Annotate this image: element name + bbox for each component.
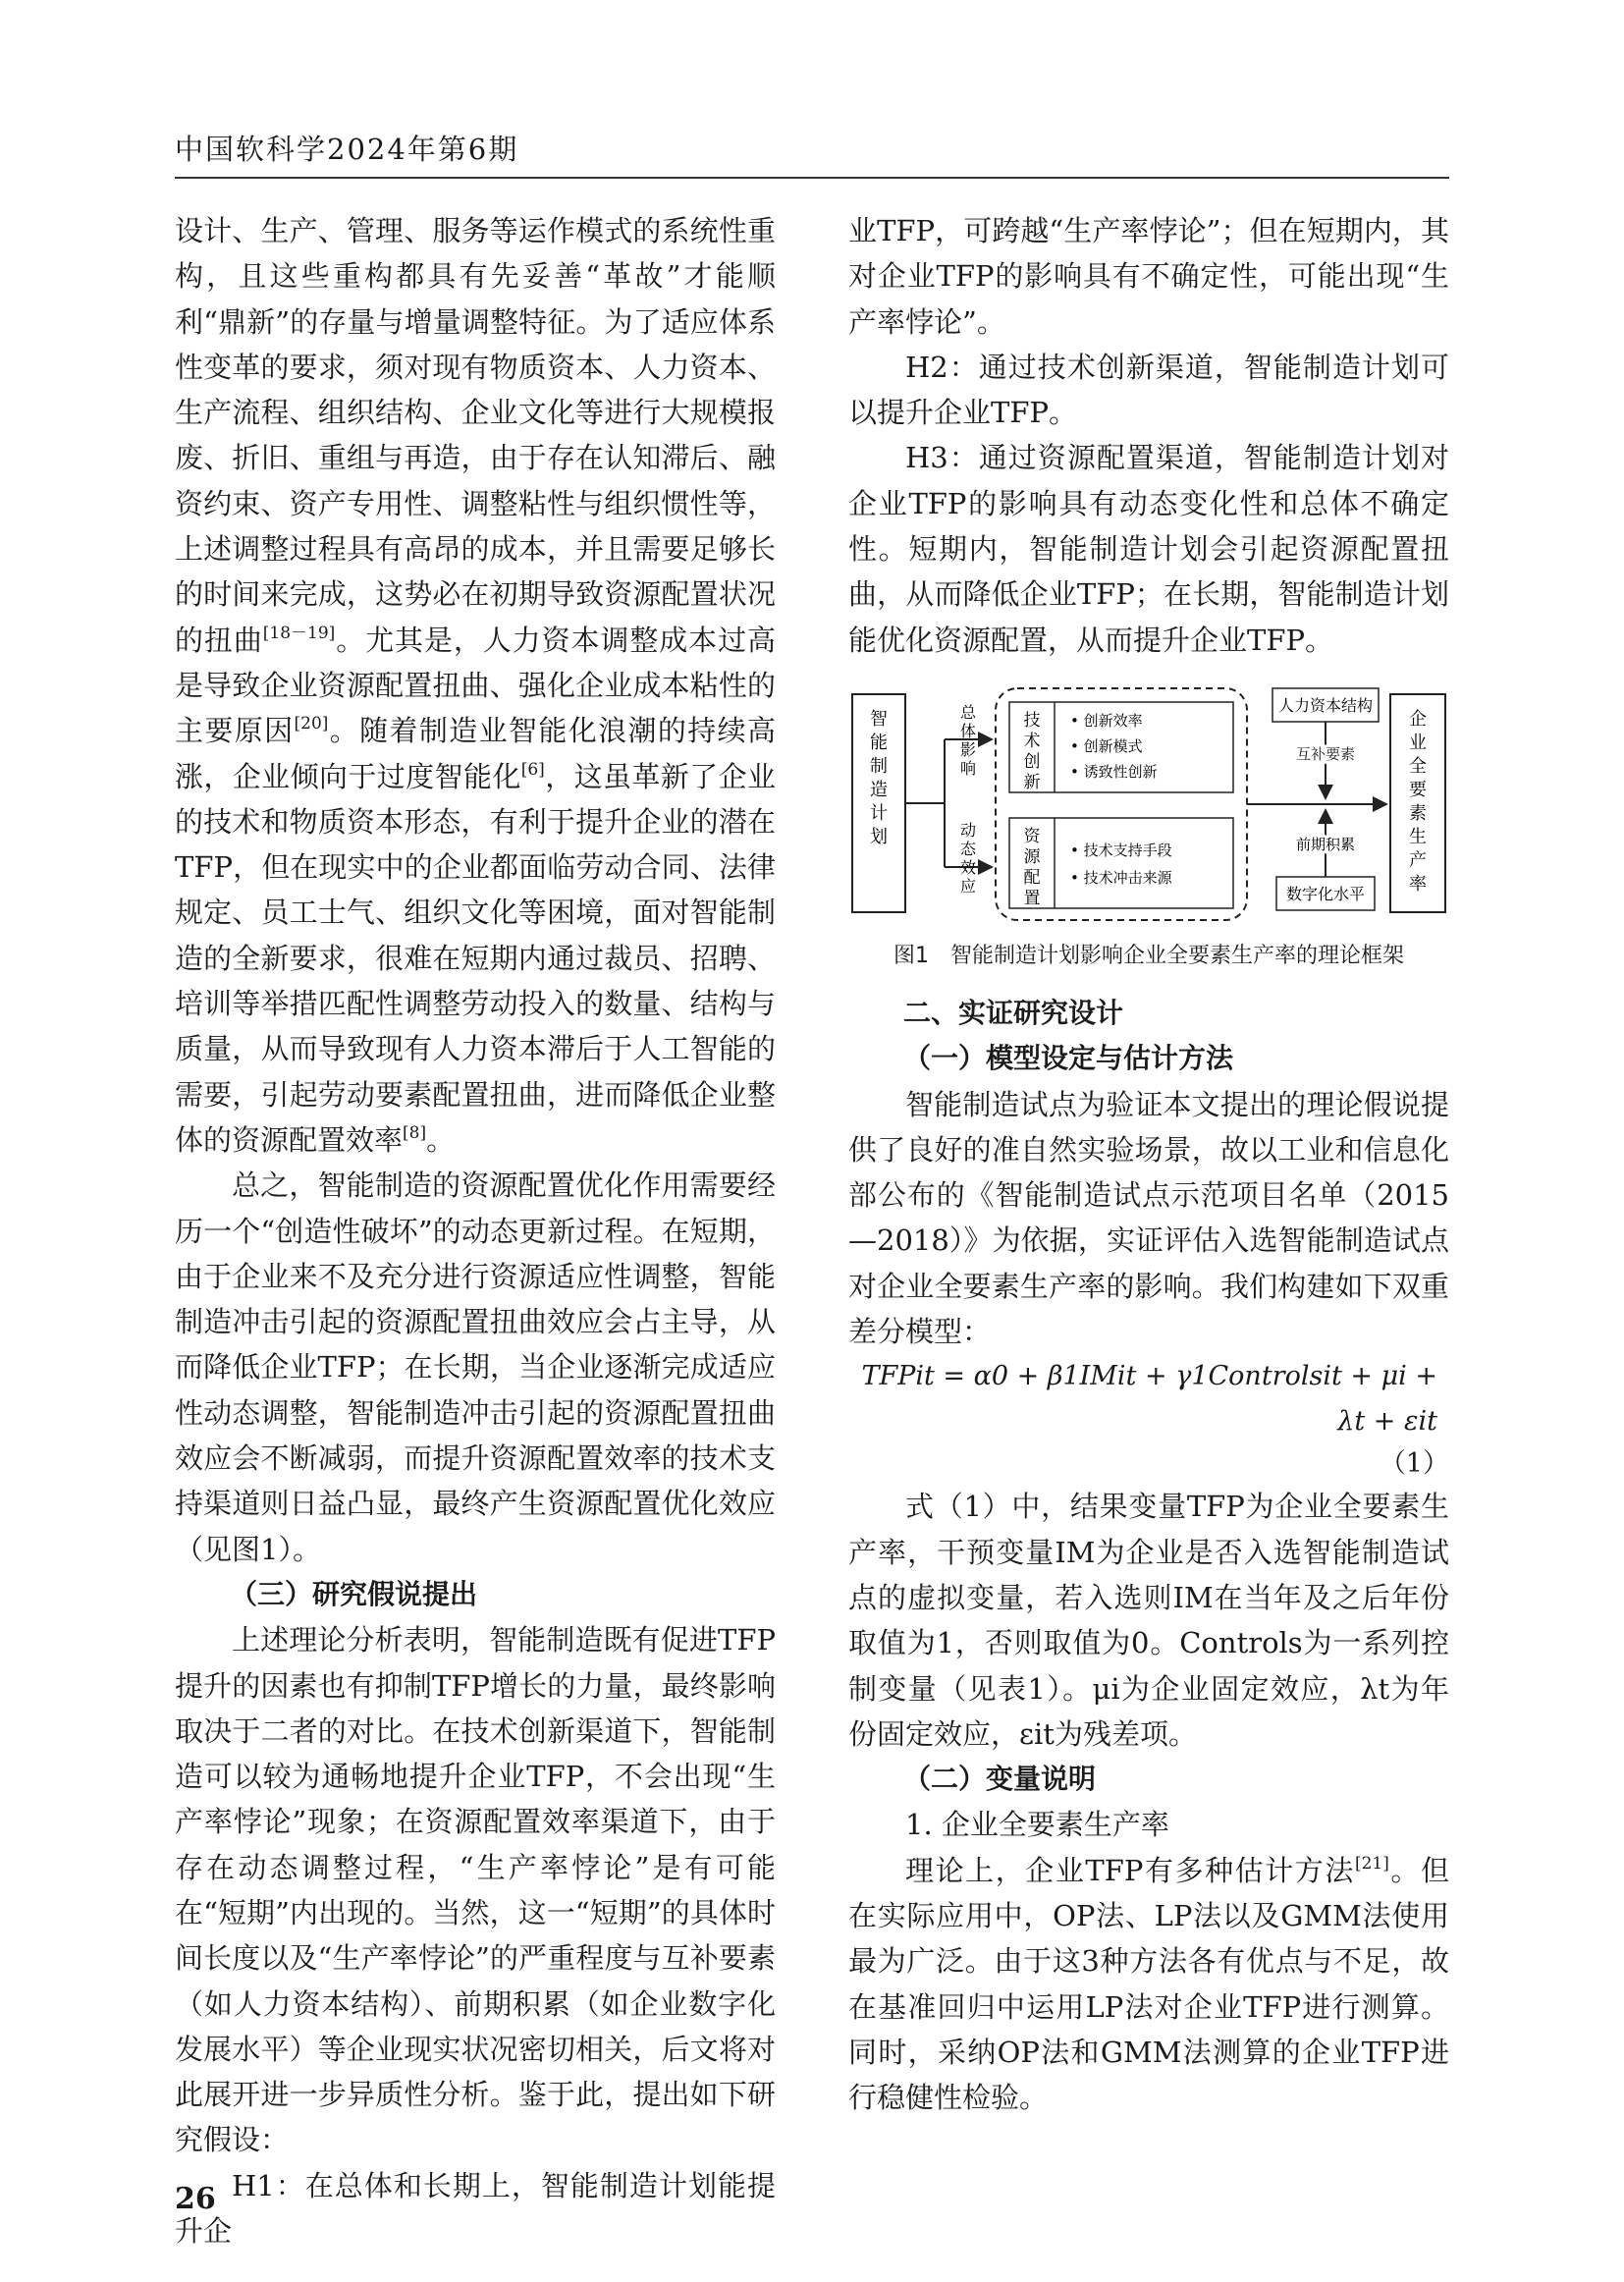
tech-item: • 诱致性创新 [1070,762,1158,781]
figure-caption: 图1 智能制造计划影响企业全要素生产率的理论框架 [893,943,1404,968]
prior-accumulation-label: 前期积累 [1295,835,1356,853]
complement-label: 互补要素 [1295,744,1356,763]
right-column [848,208,1449,2121]
paragraph: 总之，智能制造的资源配置优化作用需要经历一个“创造性破坏”的动态更新过程。在短期，由于企业来不及充分进行资源适应性调整，智能制造冲击引起的资源配置扭曲效应会占主导，从而降低企业TFP；在长期，当企业逐渐完成适应性动态调整，智能制造冲击引起的资源配置扭曲效应会不断减弱，而提升资源配置效率的技术支持渠道则日益凸显，最终产生资源配置优化效应（见图1）。 [175,1168,776,1566]
paragraph: 设计、生产、管理、服务等运作模式的系统性重构，且这些重构都具有先妥善“革故”才能顺利“鼎新”的存量与增量调整特征。为了适应体系性变革的要求，须对现有物质资本、人力资本、生产流程、组织结构、企业文化等进行大规模报废、折旧、重组与再造，由于存在认知滞后、融资约束、资产专用性、调整粘性与组织惯性等，上述调整过程具有高昂的成本，并且需要足够长的时间来完成，这势必在初期导致资源配置状况的扭曲[18－19]。尤其是，人力资本调整成本过高是导致企业资源配置扭曲、强化企业成本粘性的主要原因[20]。随着制造业智能化浪潮的持续高涨，企业倾向于过度智能化[6]，这虽革新了企业的技术和物质资本形态，有利于提升企业的潜在TFP，但在现实中的企业都面临劳动合同、法律规定、员工士气、组织文化等困境，面对智能制造的全新要求，很难在短期内通过裁员、招聘、培训等举措匹配性调整劳动投入的数量、结构与质量，从而导致现有人力资本滞后于人工智能的需要，引起劳动要素配置扭曲，进而降低企业整体的资源配置效率[8]。 [175,214,776,1157]
branch-bottom-label: 动态效应 [959,820,977,896]
citation: [8] [403,1122,427,1143]
equation: TFPit = α0 + β1IMit + γ1Controlsit + μi + λt + εit [861,1361,1437,1438]
journal-issue: 中国软科学2024年第6期 [175,133,519,166]
citation: [6] [520,759,545,780]
tech-item: • 创新模式 [1070,736,1143,755]
subsubsection-heading: 1. 企业全要素生产率 [905,1808,1169,1842]
framework-diagram [848,680,1449,926]
paragraph: 智能制造试点为验证本文提出的理论假说提供了良好的准自然实验场景，故以工业和信息化部公布的《智能制造试点示范项目名单（2015—2018）》为依据，实证评估入选智能制造试点对企业全要素生产率的影响。我们构建如下双重差分模型： [848,1087,1449,1349]
hypothesis-h2: H2：通过技术创新渠道，智能制造计划可以提升企业TFP。 [848,350,1449,430]
citation: [18－19] [262,623,336,643]
subsection-heading: （一）模型设定与估计方法 [903,1042,1234,1075]
figure-1-framework [848,680,1449,926]
paragraph: 理论上，企业TFP有多种估计方法[21]。但在实际应用中，OP法、LP法以及GMM法使用最为广泛。由于这3种方法各有优点与不足，故在基准回归中运用LP法对企业TFP进行测算。同时，采纳OP法和GMM法测算的企业TFP进行稳健性检验。 [848,1853,1449,2115]
paragraph: 业TFP，可跨越“生产率悖论”；但在短期内，其对企业TFP的影响具有不确定性，可能出现“生产率悖论”。 [848,214,1449,339]
plan-label: 智能制造计划 [870,708,888,847]
subsection-heading: （二）变量说明 [903,1763,1097,1796]
tech-item: • 创新效率 [1070,711,1143,730]
page-number: 26 [175,2182,216,2216]
running-header [175,128,1449,179]
resource-box [1009,818,1233,908]
paragraph: 式（1）中，结果变量TFP为企业全要素生产率，干预变量IM为企业是否入选智能制造试点的虚拟变量，若入选则IM在当年及之后年份取值为1，否则取值为0。Controls为一系列控制变量（见表1）。μi为企业固定效应，λt为年份固定效应，εit为残差项。 [848,1490,1449,1751]
section-heading: 二、实证研究设计 [903,996,1124,1029]
resource-label: 资源配置 [1023,826,1041,908]
branch-top-label: 总体影响 [959,702,977,778]
citation: [21] [1354,1853,1389,1874]
resource-item: • 技术冲击来源 [1070,868,1172,887]
tfp-label: 企业全要素生产率 [1409,708,1427,895]
equation-number: （1） [1379,1448,1449,1480]
paragraph: 上述理论分析表明，智能制造既有促进TFP提升的因素也有抑制TFP增长的力量，最终影响取决于二者的对比。在技术创新渠道下，智能制造可以较为通畅地提升企业TFP，不会出现“生产率悖论”现象；在资源配置效率渠道下，由于存在动态调整过程，“生产率悖论”是有可能在“短期”内出现的。当然，这一“短期”的具体时间长度以及“生产率悖论”的严重程度与互补要素（如人力资本结构）、前期积累（如企业数字化发展水平）等企业现实状况密切相关，后文将对此展开进一步异质性分析。鉴于此，提出如下研究假设： [175,1623,776,2157]
resource-item: • 技术支持手段 [1070,841,1172,859]
hypothesis-h3: H3：通过资源配置渠道，智能制造计划对企业TFP的影响具有动态变化性和总体不确定性。短期内，智能制造计划会引起资源配置扭曲，从而降低企业TFP；在长期，智能制造计划能优化资源配置，从而提升企业TFP。 [848,441,1449,657]
section-heading: （三）研究假说提出 [230,1577,478,1610]
left-column [175,208,776,2254]
hr-structure-label: 人力资本结构 [1277,695,1374,715]
hypothesis-h1: H1：在总体和长期上，智能制造计划能提升企 [175,2168,776,2249]
digital-level-label: 数字化水平 [1285,884,1366,903]
tech-label: 技术创新 [1023,710,1041,792]
citation: [20] [294,714,329,734]
